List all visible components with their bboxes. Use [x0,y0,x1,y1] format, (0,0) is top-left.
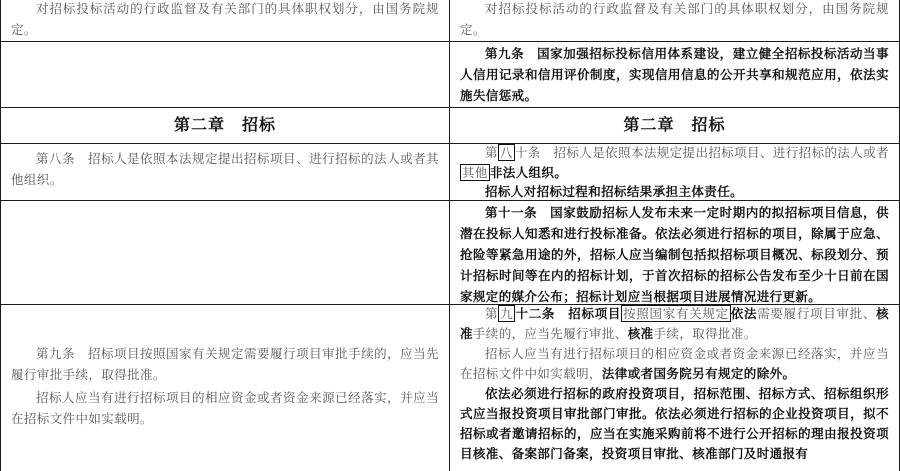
row4-left-cell [0,144,450,201]
row4-right-cell [450,144,900,201]
chapter-title-left: 第二章 招标 [173,115,276,134]
row2-left-cell [0,42,450,108]
article-12-new-text-2: 招标人应当有进行招标项目的相应资金或者资金来源已经落实，并应当在招标文件中如实载明，法律或者国务院另有规定的除外。 [460,346,889,381]
row5-right-cell [450,201,900,305]
row1-left-cell [0,0,450,42]
article-8-old-text: 第八条 招标人是依照本法规定提出招标项目、进行招标的法人或者其他组织。 [11,151,439,187]
changed-mark: 八 [499,145,513,160]
row2-right-cell [450,42,900,108]
article-9-old-text: 第九条 招标项目按照国家有关规定需要履行项目审批手续的，应当先履行审批手续，取得批准。 [11,346,439,382]
article-10-new-text-2: 招标人对招标过程和招标结果承担主体责任。 [485,184,744,199]
chapter-left-cell [0,108,450,144]
article-9-old-text-2: 招标人应当有进行招标项目的相应资金或者资金来源已经落实，并应当在招标文件中如实载明。 [11,390,439,426]
row5-left-cell [0,201,450,305]
row1-left-text: 对招标投标活动的行政监督及有关部门的具体职权划分，由国务院规定。 [11,1,439,37]
row1-right-text: 对招标投标活动的行政监督及有关部门的具体职权划分，由国务院规定。 [460,1,889,37]
article-10-new-text: 第 八 十条 招标人是依照本法规定提出招标项目、进行招标的法人或者其他 非法人组织。 [462,145,889,180]
row6-right-cell [450,305,900,471]
changed-mark: 九 [500,306,514,321]
changed-mark: 其他 [462,165,488,180]
article-12-new-text-3: 依法必须进行招标的政府投资项目，招标范围、招标方式、招标组织形式应当报投资项目审批部门审批。依法必须进行招标的企业投资项目，拟不招标或者邀请招标的，应当在实施采购前将不进行公开招标的理由报投资项目核准、备案部门备案，投资项目审批、核准部门及时通报有 [460,386,889,461]
changed-mark: 按照国家有关规定 [623,306,729,321]
article-11-new-text: 第十一条 国家鼓励招标人发布未来一定时期内的拟招标项目信息，供潜在投标人知悉和进行投标准备。依法必须进行招标的项目，除属于应急、抢险等紧急用途的外，招标人应当编制包括拟招标项目概况、标段划分、预计招标时间等在内的招标计划，于首次招标的招标公告发布至少十日前在国家规定的媒介公布；招标计划应当根据项目进展情况进行更新。 [460,205,889,304]
article-12-new-text: 第 九 十二条 招标项目 按照国家有关规定 依法需要履行项目审批、核准手续的，应当先履行审批、核准手续，取得批准。 [460,306,889,341]
row1-right-cell [450,0,900,42]
row6-left-cell [0,305,450,471]
article-9-new-text: 第九条 国家加强招标投标信用体系建设，建立健全招标投标活动当事人信用记录和信用评价制度，实现信用信息的公开共享和规范应用，依法实施失信惩戒。 [460,46,889,103]
chapter-title-right: 第二章 招标 [623,115,726,134]
chapter-right-cell [450,108,900,144]
